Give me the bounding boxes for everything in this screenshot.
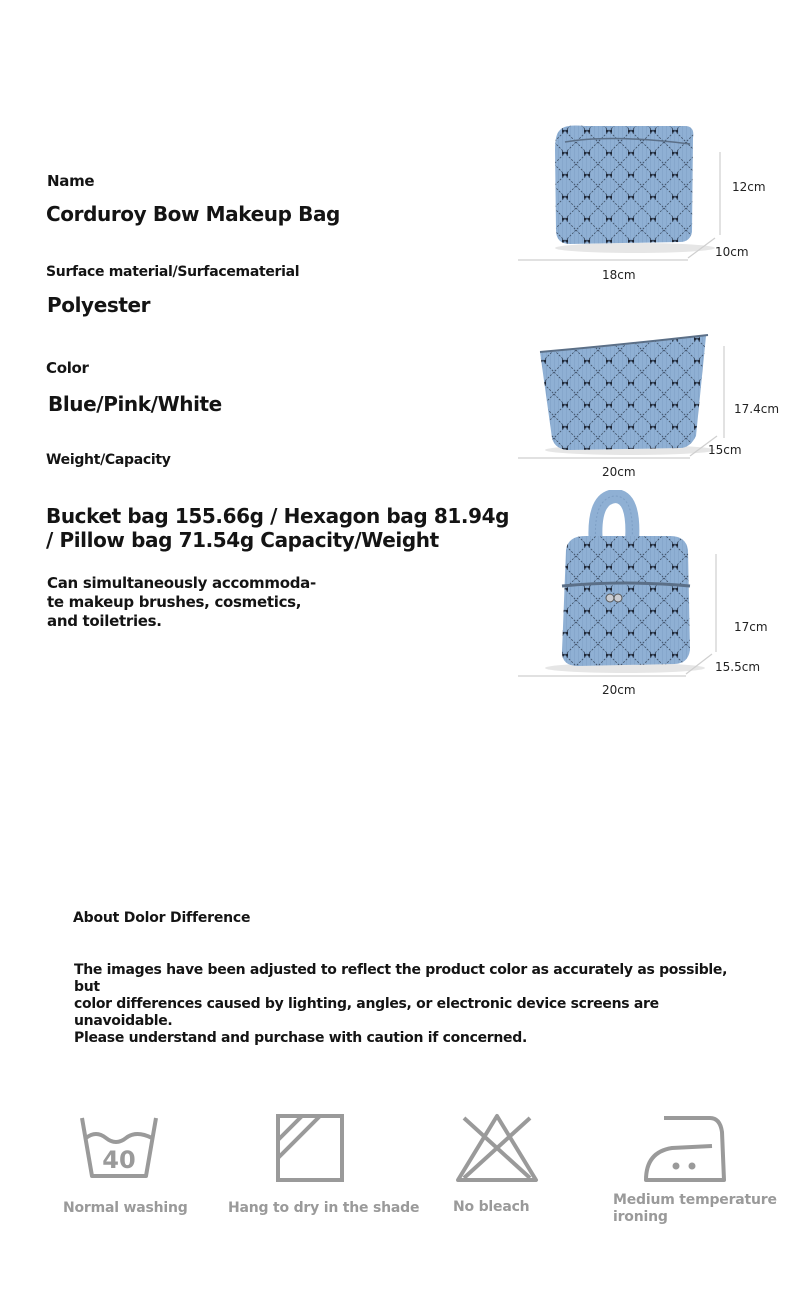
material-label: Surface material/Surfacematerial: [46, 264, 300, 280]
color-value: Blue/Pink/White: [48, 392, 222, 416]
bucket-bag-height: 17cm: [734, 620, 768, 634]
bucket-bag-figure: [510, 490, 785, 700]
hexagon-bag-figure: [510, 328, 785, 488]
care-label-iron-line: ironing: [613, 1209, 668, 1225]
iron-medium-icon: [642, 1112, 728, 1184]
pillow-bag-image: [510, 120, 780, 290]
care-label-iron: [613, 1192, 777, 1226]
color-label: Color: [46, 359, 89, 377]
dry-shade-icon: [274, 1112, 346, 1184]
name-label: Name: [47, 172, 95, 190]
description-line: te makeup brushes, cosmetics,: [47, 593, 302, 611]
care-label-dry: Hang to dry in the shade: [228, 1200, 420, 1216]
hexagon-bag-height: 17.4cm: [734, 402, 780, 416]
description-line: Can simultaneously accommoda-: [47, 574, 316, 592]
description: [47, 574, 316, 631]
pillow-bag-figure: [510, 120, 780, 290]
name-value: Corduroy Bow Makeup Bag: [46, 202, 340, 226]
description-line: and toiletries.: [47, 612, 162, 630]
wash-40-icon: [78, 1112, 160, 1182]
care-label-bleach: No bleach: [453, 1199, 530, 1215]
hexagon-bag-width: 20cm: [602, 465, 636, 479]
no-bleach-icon: [454, 1112, 540, 1184]
care-label-wash: Normal washing: [63, 1200, 188, 1216]
about-line: The images have been adjusted to reflect the product color as accurately as possible, but: [74, 962, 728, 995]
about-text: [74, 962, 754, 1047]
hexagon-bag-depth: 15cm: [708, 443, 742, 457]
about-line: color differences caused by lighting, angles, or electronic device screens are unavoidable.: [74, 996, 659, 1029]
svg-text:40: 40: [102, 1146, 136, 1174]
about-line: Please understand and purchase with caution if concerned.: [74, 1030, 527, 1046]
pillow-bag-depth: 10cm: [715, 245, 749, 259]
bucket-bag-depth: 15.5cm: [715, 660, 761, 674]
about-title: About Dolor Difference: [73, 910, 251, 926]
material-value: Polyester: [47, 293, 151, 317]
bucket-bag-width: 20cm: [602, 683, 636, 697]
care-label-iron-line: Medium temperature: [613, 1192, 777, 1208]
weight-label: Weight/Capacity: [46, 452, 171, 468]
pillow-bag-height: 12cm: [732, 180, 766, 194]
weight-value: Bucket bag 155.66g / Hexagon bag 81.94g / Pillow bag 71.54g Capacity/Weight: [46, 504, 510, 552]
pillow-bag-width: 18cm: [602, 268, 636, 282]
